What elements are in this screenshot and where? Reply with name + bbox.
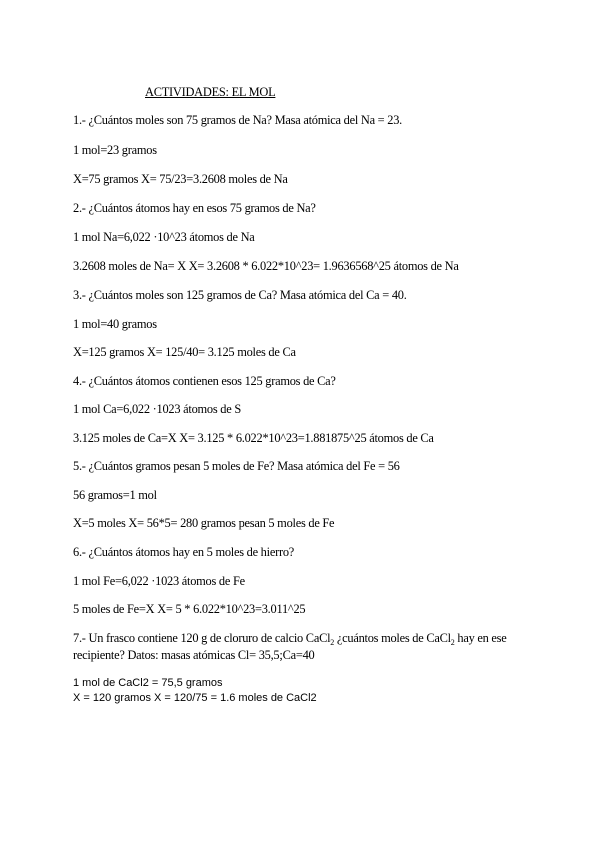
- question-7-text-c: hay en ese: [454, 631, 507, 645]
- answer-line: 1 mol=23 gramos: [73, 143, 157, 157]
- question-7: [73, 631, 507, 647]
- question-1: 1.- ¿Cuántos moles son 75 gramos de Na? Masa atómica del Na = 23.: [73, 113, 402, 127]
- answer-line: 1 mol Ca=6,022 ·1023 átomos de S: [73, 402, 241, 416]
- answer-line: X=5 moles X= 56*5= 280 gramos pesan 5 moles de Fe: [73, 516, 335, 530]
- answer-line: 1 mol Na=6,022 ·10^23 átomos de Na: [73, 230, 255, 244]
- question-4: 4.- ¿Cuántos átomos contienen esos 125 gramos de Ca?: [73, 374, 336, 388]
- question-6: 6.- ¿Cuántos átomos hay en 5 moles de hierro?: [73, 545, 295, 559]
- answer-line: 1 mol Fe=6,022 ·1023 átomos de Fe: [73, 574, 245, 588]
- answer-line: 3.2608 moles de Na= X X= 3.2608 * 6.022*10^23= 1.9636568^25 átomos de Na: [73, 259, 459, 273]
- answer-line: X=75 gramos X= 75/23=3.2608 moles de Na: [73, 172, 288, 186]
- question-2: 2.- ¿Cuántos átomos hay en esos 75 gramos de Na?: [73, 201, 316, 215]
- answer-line: 1 mol=40 gramos: [73, 317, 157, 331]
- subscript: 2: [330, 638, 335, 647]
- question-5: 5.- ¿Cuántos gramos pesan 5 moles de Fe? Masa atómica del Fe = 56: [73, 459, 400, 473]
- answer-line: X=125 gramos X= 125/40= 3.125 moles de Ca: [73, 345, 296, 359]
- answer-line: 5 moles de Fe=X X= 5 * 6.022*10^23=3.011^25: [73, 602, 306, 616]
- question-7-continuation: recipiente? Datos: masas atómicas Cl= 35,5;Ca=40: [73, 648, 315, 662]
- question-7-text-b: ¿cuántos moles de CaCl: [334, 631, 451, 645]
- subscript: 2: [450, 638, 455, 647]
- page-title: ACTIVIDADES: EL MOL: [145, 85, 276, 99]
- question-3: 3.- ¿Cuántos moles son 125 gramos de Ca? Masa atómica del Ca = 40.: [73, 288, 407, 302]
- answer-line: X = 120 gramos X = 120/75 = 1.6 moles de CaCl2: [73, 692, 317, 704]
- answer-line: 56 gramos=1 mol: [73, 488, 157, 502]
- question-7-text-a: 7.- Un frasco contiene 120 g de cloruro de calcio CaCl: [73, 631, 331, 645]
- answer-line: 1 mol de CaCl2 = 75,5 gramos: [73, 677, 223, 689]
- answer-line: 3.125 moles de Ca=X X= 3.125 * 6.022*10^23=1.881875^25 átomos de Ca: [73, 431, 434, 445]
